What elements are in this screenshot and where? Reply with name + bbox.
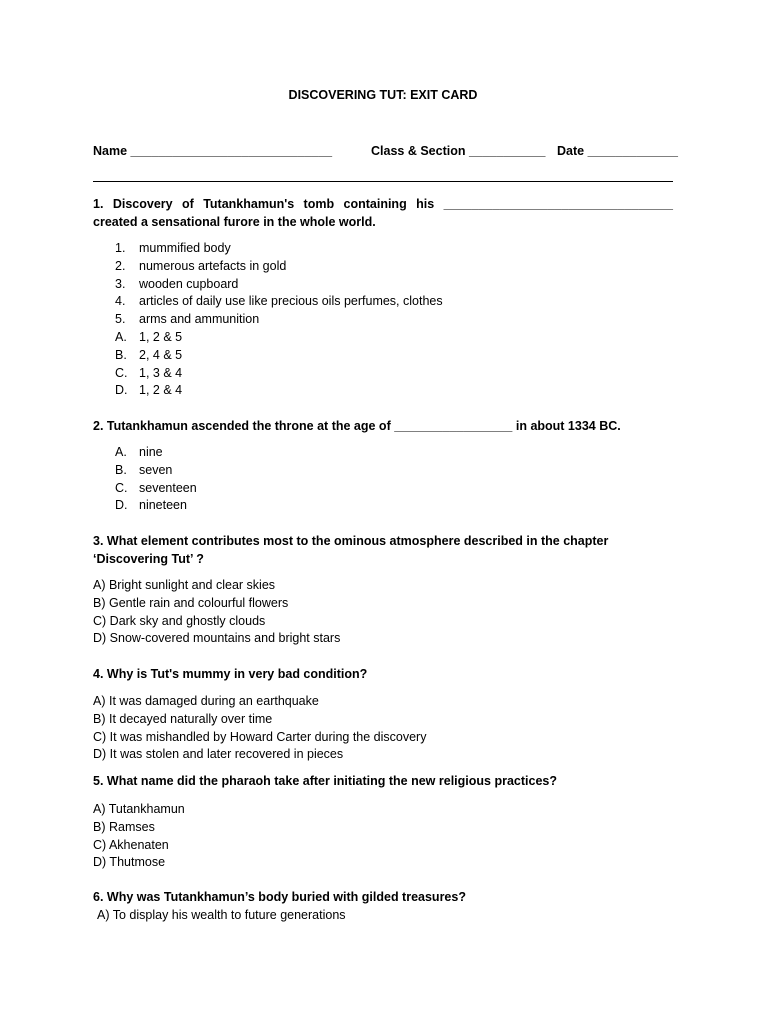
class-section-field[interactable]: Class & Section ___________ xyxy=(371,144,546,158)
page-title: DISCOVERING TUT: EXIT CARD xyxy=(288,88,478,102)
answer-option[interactable]: B) Gentle rain and colourful flowers xyxy=(93,595,289,610)
list-item xyxy=(93,258,653,276)
answer-option[interactable] xyxy=(93,329,653,347)
answer-option[interactable]: C) Akhenaten xyxy=(93,837,169,852)
question-1-list xyxy=(93,240,653,400)
list-text: mummified body xyxy=(139,241,231,255)
name-field[interactable]: Name _____________________________ xyxy=(93,144,333,158)
answer-option[interactable]: C) It was mishandled by Howard Carter during the discovery xyxy=(93,729,427,744)
answer-option[interactable]: D) It was stolen and later recovered in pieces xyxy=(93,747,344,762)
option-marker: A. xyxy=(115,445,127,459)
question-4-text: 4. Why is Tut's mummy in very bad condition? xyxy=(93,667,368,681)
list-item xyxy=(93,293,653,311)
worksheet xyxy=(93,0,678,1024)
answer-option[interactable]: C) Dark sky and ghostly clouds xyxy=(93,613,266,628)
question-6-options xyxy=(97,907,677,925)
option-marker: B. xyxy=(115,462,127,477)
option-marker: C. xyxy=(115,365,128,380)
answer-option[interactable]: A) Tutankhamun xyxy=(93,802,185,816)
question-4-options xyxy=(93,693,673,764)
answer-option[interactable]: D) Snow-covered mountains and bright stars xyxy=(93,631,341,646)
list-text: articles of daily use like precious oils perfumes, clothes xyxy=(139,294,443,309)
student-info-row xyxy=(93,143,678,161)
list-marker: 3. xyxy=(115,276,126,291)
option-marker: B. xyxy=(115,347,127,362)
question-6-text: 6. Why was Tutankhamun’s body buried with gilded treasures? xyxy=(93,890,466,904)
answer-option[interactable] xyxy=(93,497,653,515)
answer-option[interactable]: B) Ramses xyxy=(93,819,155,834)
option-text: 2, 4 & 5 xyxy=(139,347,183,362)
list-item xyxy=(93,276,653,294)
question-5-options xyxy=(93,801,673,872)
option-text: 1, 2 & 5 xyxy=(139,329,183,344)
option-marker: D. xyxy=(115,383,128,398)
answer-option[interactable] xyxy=(93,347,653,365)
date-field[interactable]: Date _____________ xyxy=(557,144,678,158)
question-2-list xyxy=(93,444,653,515)
list-item xyxy=(93,311,653,329)
answer-option[interactable]: D) Thutmose xyxy=(93,855,166,870)
list-text: wooden cupboard xyxy=(139,276,239,291)
option-marker: A. xyxy=(115,329,127,344)
list-marker: 4. xyxy=(115,294,126,309)
question-3-options xyxy=(93,577,673,648)
list-text: numerous artefacts in gold xyxy=(139,258,287,273)
option-text: seven xyxy=(139,462,173,477)
option-text: 1, 3 & 4 xyxy=(139,365,183,380)
option-text: nine xyxy=(139,445,163,459)
list-item xyxy=(93,240,653,258)
list-text: arms and ammunition xyxy=(139,312,260,327)
option-text: seventeen xyxy=(139,480,197,495)
list-marker: 5. xyxy=(115,312,126,327)
answer-option[interactable] xyxy=(93,382,653,400)
answer-option[interactable]: A) Bright sunlight and clear skies xyxy=(93,578,276,592)
answer-option[interactable] xyxy=(93,462,653,480)
option-marker: D. xyxy=(115,498,128,513)
answer-option[interactable] xyxy=(93,365,653,383)
header-divider xyxy=(93,181,673,182)
answer-option[interactable]: A) It was damaged during an earthquake xyxy=(93,694,319,708)
answer-option[interactable] xyxy=(93,480,653,498)
list-marker: 2. xyxy=(115,258,126,273)
question-2-text: 2. Tutankhamun ascended the throne at the age of _________________ in about 1334 BC. xyxy=(93,419,621,433)
list-marker: 1. xyxy=(115,241,126,255)
answer-option[interactable] xyxy=(93,444,653,462)
option-text: 1, 2 & 4 xyxy=(139,383,183,398)
question-3-text: 3. What element contributes most to the ominous atmosphere described in the chapter ‘Discovering Tut’ ? xyxy=(93,534,609,566)
option-marker: C. xyxy=(115,480,128,495)
answer-option[interactable]: B) It decayed naturally over time xyxy=(93,711,273,726)
answer-option[interactable]: A) To display his wealth to future generations xyxy=(97,908,346,922)
question-1-text: 1. Discovery of Tutankhamun's tomb containing his _________________________________ created a sensational furore in the whole world. xyxy=(93,197,673,229)
question-5-text: 5. What name did the pharaoh take after initiating the new religious practices? xyxy=(93,774,557,788)
option-text: nineteen xyxy=(139,498,187,513)
